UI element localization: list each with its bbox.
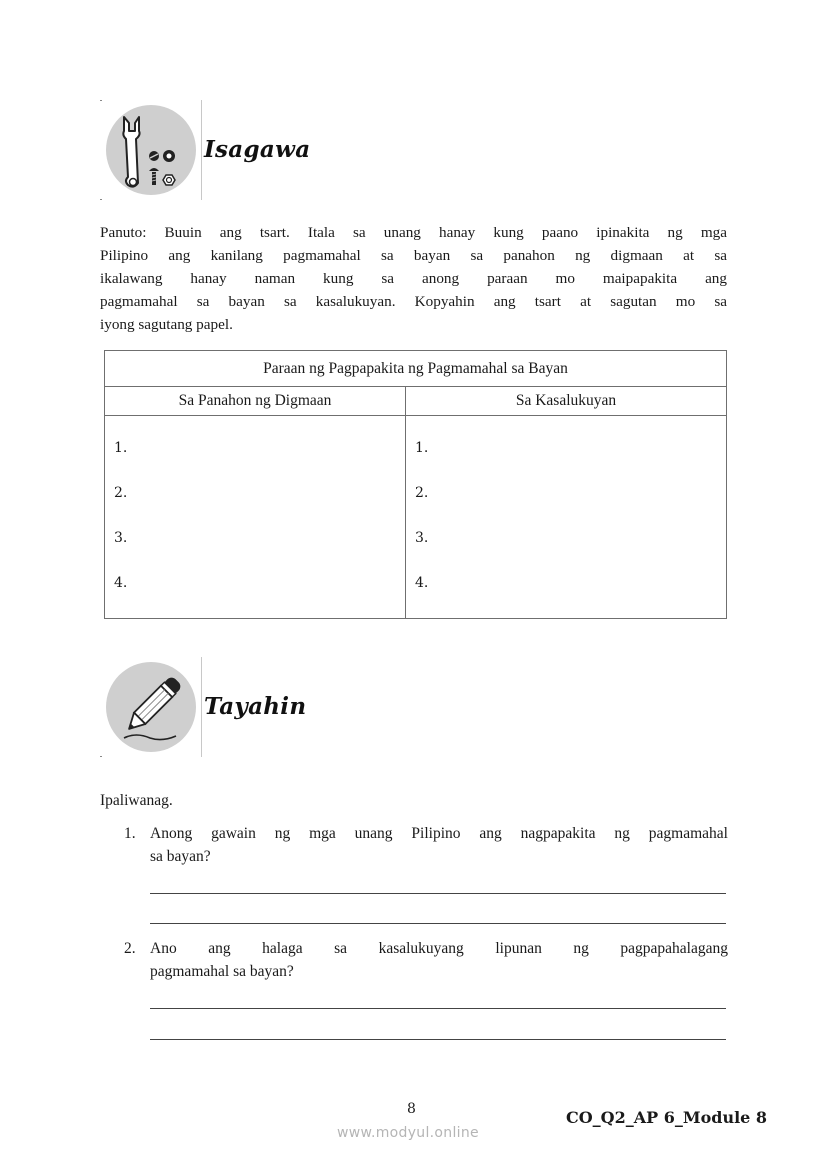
list-item-number: 4. xyxy=(415,575,429,591)
isagawa-instructions xyxy=(100,221,727,336)
section-title-tayahin: Tayahin xyxy=(204,693,307,720)
question-line: Ano ang halaga sa kasalukuyang lipunan ng pagpapahalagang xyxy=(150,940,728,957)
present-answers-cell[interactable] xyxy=(406,416,727,619)
chart-title: Paraan ng Pagpapakita ng Pagmamahal sa Bayan xyxy=(105,351,727,387)
header-divider xyxy=(201,100,202,200)
column-header-wartime: Sa Panahon ng Digmaan xyxy=(105,387,406,416)
question-line: pagmamahal sa bayan? xyxy=(150,963,294,980)
list-item-number: 1. xyxy=(114,440,128,456)
list-item-number: 4. xyxy=(114,575,128,591)
question-text xyxy=(150,937,728,983)
list-item-number: 2. xyxy=(415,485,429,501)
question-line: Anong gawain ng mga unang Pilipino ang nagpapakita ng pagmamahal xyxy=(150,825,728,842)
instruction-line: Panuto: Buuin ang tsart. Itala sa unang hanay kung paano ipinakita ng mga xyxy=(100,224,727,241)
module-code: CO_Q2_AP 6_Module 8 xyxy=(566,1108,768,1127)
question-number: 2. xyxy=(124,940,136,957)
corner-mark xyxy=(100,756,102,757)
instruction-line: iyong sagutang papel. xyxy=(100,316,233,333)
header-divider xyxy=(201,657,202,757)
section-title-isagawa: Isagawa xyxy=(204,136,311,163)
answer-line[interactable] xyxy=(150,1039,726,1040)
isagawa-header xyxy=(100,100,340,200)
instruction-line: pagmamahal sa bayan sa kasalukuyan. Kopyahin ang tsart at sagutan mo sa xyxy=(100,293,727,310)
answer-line[interactable] xyxy=(150,1008,726,1009)
list-item-number: 1. xyxy=(415,440,429,456)
watermark: www.modyul.online xyxy=(337,1125,479,1141)
tayahin-header xyxy=(100,657,340,757)
tools-icon xyxy=(106,105,196,195)
corner-mark xyxy=(100,199,102,200)
tayahin-instruction: Ipaliwanag. xyxy=(100,792,173,809)
question-text xyxy=(150,822,728,868)
question-number: 1. xyxy=(124,825,136,842)
wartime-answers-cell[interactable] xyxy=(105,416,406,619)
list-item-number: 3. xyxy=(415,530,429,546)
question-line: sa bayan? xyxy=(150,848,211,865)
page-number: 8 xyxy=(407,1101,416,1117)
list-item-number: 2. xyxy=(114,485,128,501)
list-item-number: 3. xyxy=(114,530,128,546)
answer-line[interactable] xyxy=(150,923,726,924)
corner-mark xyxy=(100,100,102,101)
love-of-country-chart xyxy=(104,350,727,619)
answer-line[interactable] xyxy=(150,893,726,894)
instruction-line: ikalawang hanay naman kung sa anong paraan mo maipapakita ang xyxy=(100,270,727,287)
column-header-present: Sa Kasalukuyan xyxy=(406,387,727,416)
pencil-icon xyxy=(106,662,196,752)
instruction-line: Pilipino ang kanilang pagmamahal sa bayan sa panahon ng digmaan at sa xyxy=(100,247,727,264)
